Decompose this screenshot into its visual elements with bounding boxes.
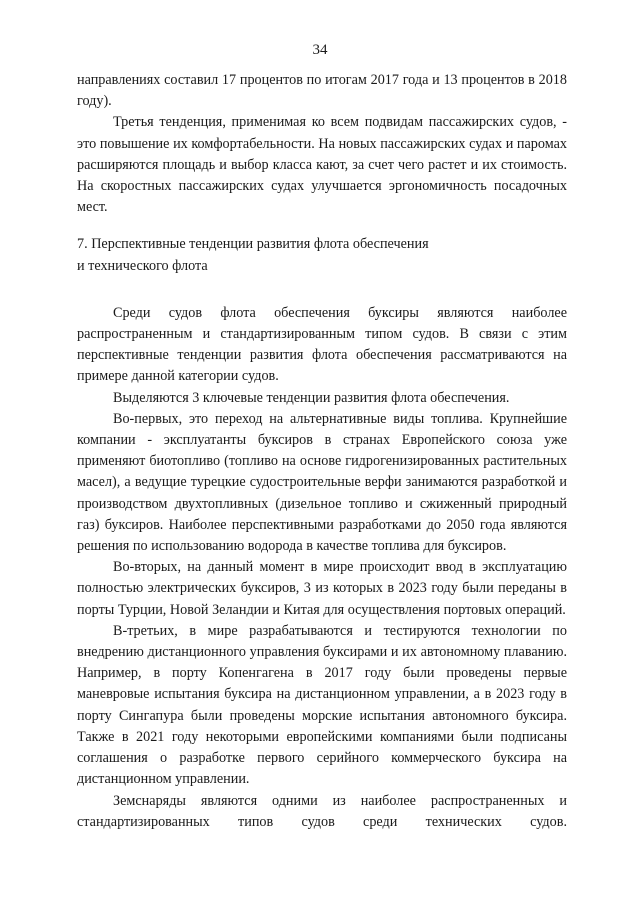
section-heading-line-1: 7. Перспективные тенденции развития флота обеспечения xyxy=(77,236,429,253)
paragraph-third-trend: Третья тенденция, применимая ко всем подвидам пассажирских судов, - это повышение их комфортабельности. На новых пассажирских судах и паромах расширяются площадь и выбор класса кают, за счет чего растет и их стоимость. На скоростных пассажирских судах улучшается эргономичность посадочных мест. xyxy=(77,114,567,216)
document-body xyxy=(77,70,567,833)
paragraph-intro: Среди судов флота обеспечения буксиры являются наиболее распространенным и стандартизированным типом судов. В связи с этим перспективные тенденции развития флота обеспечения рассматриваются на примере данной категории судов. xyxy=(77,304,567,385)
paragraph-key-trends: Выделяются 3 ключевые тенденции развития флота обеспечения. xyxy=(113,389,510,406)
paragraph-dredgers: Земснаряды являются одними из наиболее распространенных и стандартизированных типов судов среди технических судов. xyxy=(77,792,567,830)
paragraph-second-trend: Во-вторых, на данный момент в мире происходит ввод в эксплуатацию полностью электрических буксиров, 3 из которых в 2023 году были переданы в порты Турции, Новой Зеландии и Китая для осуществления портовых операций. xyxy=(77,559,567,618)
paragraph-continuation: направлениях составил 17 процентов по итогам 2017 года и 13 процентов в 2018 году). xyxy=(77,72,567,110)
page-number: 34 xyxy=(312,42,328,58)
paragraph-third-trend-tugs: В-третьих, в мире разрабатываются и тестируются технологии по внедрению дистанционного управления буксирами и их автономному плаванию. Например, в порту Копенгагена в 2017 году были проведены первые маневровые испытания буксира на дистанционном управлении, а в 2023 году в порту Сингапура были проведены морские испытания автономного буксира. Также в 2021 году некоторыми европейскими компаниями были подписаны соглашения о разработке первого серийного коммерческого буксира на дистанционном управлении. xyxy=(77,622,567,788)
paragraph-first-trend: Во-первых, это переход на альтернативные виды топлива. Крупнейшие компании - эксплуатанты буксиров в странах Европейского союза уже применяют биотопливо (топливо на основе гидрогенизированных растительных масел), а ведущие турецкие судостроительные верфи занимаются разработкой и производством двухтопливных (дизельное топливо и сжиженный природный газ) буксиров. Наиболее перспективными разработками до 2050 года являются решения по использованию водорода в качестве топлива для буксиров. xyxy=(77,410,567,555)
section-heading xyxy=(77,234,567,276)
section-heading-line-2: и технического флота xyxy=(77,257,208,274)
